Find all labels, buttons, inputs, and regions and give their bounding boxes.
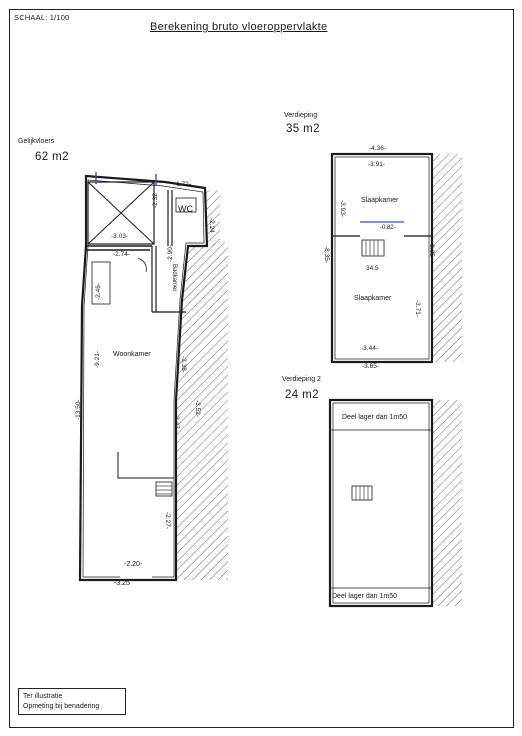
ff-dim-bottom-outer: -3.65- bbox=[362, 363, 379, 370]
dim-hall-b: -2.74- bbox=[113, 251, 130, 258]
ff-dim-bottom-inner: -3.44- bbox=[361, 345, 378, 352]
dim-right-mid: -3.52- bbox=[194, 400, 201, 417]
bathroom-label: Badkamer bbox=[171, 264, 177, 292]
ground-floor-plan bbox=[80, 172, 228, 580]
second-floor-inner-outline bbox=[333, 403, 429, 603]
living-room-label: Woonkamer bbox=[113, 351, 151, 358]
disclaimer-box bbox=[18, 688, 126, 715]
first-floor-area: 35 m2 bbox=[286, 123, 320, 135]
second-floor-area: 24 m2 bbox=[285, 389, 319, 401]
dim-top-right: -1.72- bbox=[174, 181, 191, 188]
ground-floor-area: 62 m2 bbox=[35, 151, 69, 163]
dim-overall-left: -13.50- bbox=[75, 399, 82, 420]
low-ceiling-note-bottom: Deel lager dan 1m50 bbox=[332, 593, 397, 600]
ff-dim-stair-note: -0.82- bbox=[380, 225, 396, 231]
dim-right-lower: -2.27- bbox=[164, 512, 171, 529]
scale-label: SCHAAL: 1/100 bbox=[14, 13, 70, 22]
bathroom-door-swing bbox=[138, 258, 146, 272]
first-floor-label: Verdieping bbox=[284, 112, 318, 119]
ff-dim-bed2-right: -3.71- bbox=[414, 300, 421, 317]
second-floor-stair bbox=[352, 486, 372, 500]
sheet-title: Berekening bruto vloeroppervlakte bbox=[150, 21, 328, 33]
second-floor-label: Verdieping 2 bbox=[282, 376, 321, 383]
dim-wc-right: -2.24 bbox=[208, 218, 215, 233]
kitchen-counter bbox=[118, 452, 174, 478]
hall-wall bbox=[86, 246, 152, 250]
second-floor-plan bbox=[330, 400, 462, 606]
dim-living-right: -3.38- bbox=[180, 356, 187, 373]
bedroom-2-label: Slaapkamer bbox=[354, 295, 392, 302]
second-floor-outline bbox=[330, 400, 432, 606]
first-floor-inner-outline bbox=[335, 157, 429, 359]
ff-dim-stair-depth: 34.5 bbox=[366, 265, 379, 272]
wc-partition bbox=[168, 190, 172, 246]
ff-dim-top-outer: -4.36- bbox=[369, 145, 386, 152]
ff-dim-top-inner: -3.91- bbox=[368, 161, 385, 168]
dim-living-left: -9.21- bbox=[94, 351, 101, 368]
ff-dim-right-total: -8.35- bbox=[428, 242, 435, 259]
first-floor-outline bbox=[332, 154, 432, 362]
disclaimer-line-1: Ter illustratie bbox=[23, 693, 63, 700]
dim-right-upper: -3.47- bbox=[173, 414, 180, 431]
disclaimer-line-2: Opmeting bij benadering bbox=[23, 703, 100, 710]
wc-label: WC bbox=[178, 204, 193, 214]
bedroom-1-label: Slaapkamer bbox=[361, 197, 399, 204]
second-floor-hatch bbox=[432, 400, 462, 606]
dim-bottom-inner: -2.20- bbox=[124, 561, 143, 568]
dim-hall-a: -3.03- bbox=[111, 233, 128, 240]
low-ceiling-note-top: Deel lager dan 1m50 bbox=[342, 414, 407, 421]
dim-top-mid: -2.32 bbox=[152, 193, 159, 208]
first-floor-stair bbox=[362, 240, 384, 256]
dim-bath-side: -2.90- bbox=[167, 245, 174, 262]
first-floor-plan bbox=[332, 154, 462, 362]
dim-left-short: -2.46- bbox=[95, 283, 102, 300]
ground-floor-label: Gelijkvloers bbox=[18, 138, 55, 145]
ff-dim-bed1-left: -3.93- bbox=[339, 200, 346, 217]
ff-dim-left-total: -8.35- bbox=[323, 246, 330, 263]
first-floor-hatch bbox=[432, 154, 462, 362]
dim-bottom-outer: -3.25 bbox=[114, 580, 130, 587]
